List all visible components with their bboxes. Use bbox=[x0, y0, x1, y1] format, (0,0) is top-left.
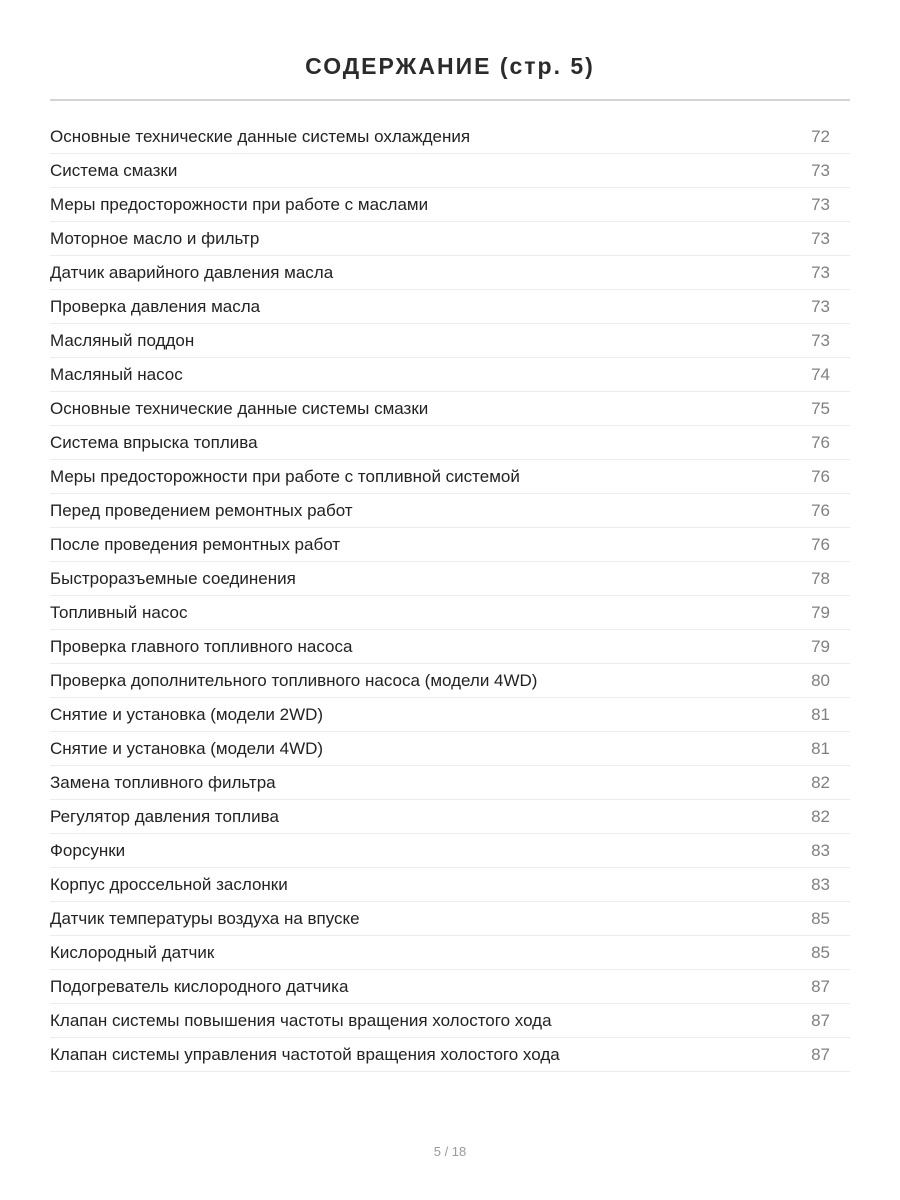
toc-entry-title: Клапан системы повышения частоты вращения холостого хода bbox=[50, 1010, 552, 1030]
toc-entry[interactable] bbox=[50, 358, 850, 392]
toc-entry-page: 76 bbox=[811, 432, 830, 452]
toc-entry[interactable] bbox=[50, 970, 850, 1004]
toc-entry[interactable] bbox=[50, 834, 850, 868]
toc-entry[interactable] bbox=[50, 800, 850, 834]
toc-entry[interactable] bbox=[50, 562, 850, 596]
toc-entry-title: Моторное масло и фильтр bbox=[50, 228, 260, 248]
toc-entry-title: После проведения ремонтных работ bbox=[50, 534, 341, 554]
toc-entry[interactable] bbox=[50, 188, 850, 222]
toc-entry-title: Перед проведением ремонтных работ bbox=[50, 500, 353, 520]
toc-entry[interactable] bbox=[50, 290, 850, 324]
toc-entry-page: 78 bbox=[811, 568, 830, 588]
toc-entry-page: 83 bbox=[811, 874, 830, 894]
toc-entry-page: 72 bbox=[811, 126, 830, 146]
toc-entry-title: Снятие и установка (модели 4WD) bbox=[50, 738, 324, 758]
toc-entry-page: 76 bbox=[811, 500, 830, 520]
toc-entry-title: Основные технические данные системы смазки bbox=[50, 398, 429, 418]
title-divider bbox=[50, 99, 850, 101]
toc-entry[interactable] bbox=[50, 120, 850, 154]
toc-entry-page: 87 bbox=[811, 976, 830, 996]
toc-entry-page: 76 bbox=[811, 466, 830, 486]
toc-entry-title: Проверка давления масла bbox=[50, 296, 261, 316]
toc-entry-page: 73 bbox=[811, 296, 830, 316]
toc-entry-page: 82 bbox=[811, 772, 830, 792]
toc-entry-title: Кислородный датчик bbox=[50, 942, 215, 962]
toc-entry[interactable] bbox=[50, 324, 850, 358]
toc-entry-title: Проверка главного топливного насоса bbox=[50, 636, 353, 656]
toc-entry-title: Датчик аварийного давления масла bbox=[50, 262, 334, 282]
toc-entry-page: 73 bbox=[811, 160, 830, 180]
toc-entry-title: Система впрыска топлива bbox=[50, 432, 258, 452]
toc-entry[interactable] bbox=[50, 154, 850, 188]
toc-entry-title: Датчик температуры воздуха на впуске bbox=[50, 908, 360, 928]
toc-entry[interactable] bbox=[50, 494, 850, 528]
toc-entry[interactable] bbox=[50, 222, 850, 256]
toc-entry-page: 73 bbox=[811, 228, 830, 248]
toc-entry-title: Масляный насос bbox=[50, 364, 183, 384]
toc-entry[interactable] bbox=[50, 460, 850, 494]
toc-entry[interactable] bbox=[50, 1004, 850, 1038]
toc-entry-title: Корпус дроссельной заслонки bbox=[50, 874, 288, 894]
toc-entry-title: Регулятор давления топлива bbox=[50, 806, 279, 826]
toc-entry-title: Замена топливного фильтра bbox=[50, 772, 276, 792]
toc-entry-page: 73 bbox=[811, 194, 830, 214]
page-indicator: 5 / 18 bbox=[433, 1144, 467, 1159]
toc-entry[interactable] bbox=[50, 630, 850, 664]
toc-entry[interactable] bbox=[50, 664, 850, 698]
page-title: СОДЕРЖАНИЕ (стр. 5) bbox=[305, 53, 595, 80]
toc-entry-title: Снятие и установка (модели 2WD) bbox=[50, 704, 324, 724]
toc-entry-page: 73 bbox=[811, 262, 830, 282]
toc-entry[interactable] bbox=[50, 868, 850, 902]
toc-entry-title: Подогреватель кислородного датчика bbox=[50, 976, 349, 996]
toc-entry-page: 74 bbox=[811, 364, 830, 384]
toc-entry-page: 80 bbox=[811, 670, 830, 690]
toc-entry-title: Меры предосторожности при работе с топливной системой bbox=[50, 466, 520, 486]
toc-entry-title: Проверка дополнительного топливного насоса (модели 4WD) bbox=[50, 670, 538, 690]
toc-entry[interactable] bbox=[50, 528, 850, 562]
toc-entry[interactable] bbox=[50, 1038, 850, 1072]
toc-entry-page: 81 bbox=[811, 738, 830, 758]
toc-entry[interactable] bbox=[50, 426, 850, 460]
toc-entry-title: Основные технические данные системы охлаждения bbox=[50, 126, 471, 146]
toc-entry-page: 76 bbox=[811, 534, 830, 554]
toc-entry[interactable] bbox=[50, 392, 850, 426]
toc-entry-page: 79 bbox=[811, 602, 830, 622]
toc-entry-page: 79 bbox=[811, 636, 830, 656]
toc-entry[interactable] bbox=[50, 256, 850, 290]
toc-entry-title: Клапан системы управления частотой вращения холостого хода bbox=[50, 1044, 560, 1064]
toc-entry-page: 87 bbox=[811, 1044, 830, 1064]
toc-entry-page: 75 bbox=[811, 398, 830, 418]
toc-entry-page: 87 bbox=[811, 1010, 830, 1030]
toc-entry[interactable] bbox=[50, 732, 850, 766]
toc-entry-title: Быстроразъемные соединения bbox=[50, 568, 296, 588]
toc-entry-title: Форсунки bbox=[50, 840, 126, 860]
toc-entry-page: 85 bbox=[811, 942, 830, 962]
toc-list bbox=[50, 120, 850, 1072]
toc-entry[interactable] bbox=[50, 936, 850, 970]
toc-entry-title: Топливный насос bbox=[50, 602, 188, 622]
toc-entry-title: Масляный поддон bbox=[50, 330, 195, 350]
toc-entry-title: Система смазки bbox=[50, 160, 178, 180]
toc-entry-title: Меры предосторожности при работе с маслами bbox=[50, 194, 429, 214]
toc-entry-page: 73 bbox=[811, 330, 830, 350]
toc-entry-page: 85 bbox=[811, 908, 830, 928]
toc-entry-page: 81 bbox=[811, 704, 830, 724]
toc-entry[interactable] bbox=[50, 766, 850, 800]
toc-entry[interactable] bbox=[50, 596, 850, 630]
toc-entry[interactable] bbox=[50, 698, 850, 732]
toc-entry-page: 83 bbox=[811, 840, 830, 860]
toc-entry[interactable] bbox=[50, 902, 850, 936]
toc-entry-page: 82 bbox=[811, 806, 830, 826]
